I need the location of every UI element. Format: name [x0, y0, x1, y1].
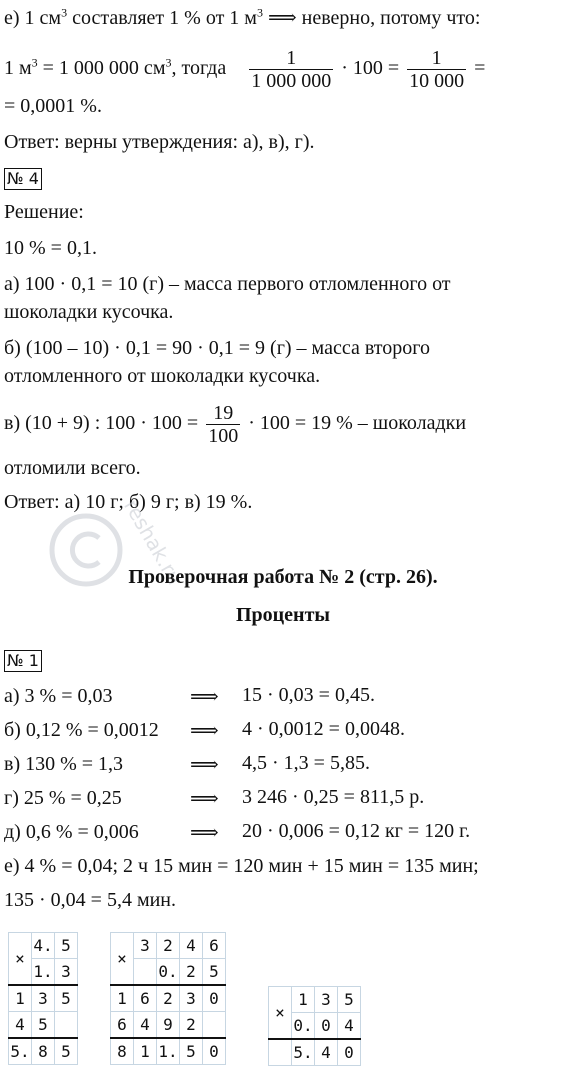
answer-task4: Ответ: а) 10 г; б) 9 г; в) 19 %. — [4, 491, 253, 513]
calc-cell: 2 — [157, 933, 180, 959]
fraction-2: $\frac{1}{10 000}$ — [409, 46, 465, 92]
calc-cell: 9 — [157, 1012, 180, 1039]
watermark-text: reshak.ru — [119, 495, 188, 589]
calc-row — [111, 933, 226, 959]
fraction-1: $\frac{1}{1 000 000}$ — [251, 46, 332, 92]
calc-cell: 1 — [134, 1038, 157, 1065]
task1-row-c-left: в) 130 % = 1,3 — [4, 753, 124, 775]
calc-row — [9, 1038, 78, 1065]
calc-cell: 6 — [111, 1012, 134, 1039]
calc-cell: 4 — [338, 1013, 361, 1040]
calc-cell: 4 — [180, 933, 203, 959]
calc-cell: 3 — [55, 959, 78, 986]
answer-top: Ответ: верны утверждения: а), в), г). — [4, 131, 315, 153]
calc-cell: 5 — [180, 1038, 203, 1065]
calc-row — [111, 985, 226, 1012]
times-sign: × — [269, 987, 292, 1040]
task1-row-b-left: б) 0,12 % = 0,0012 — [4, 719, 159, 741]
task4-a-2: шоколадки кусочка. — [4, 301, 174, 323]
column-multiplication-2 — [110, 932, 226, 1065]
calc-cell — [203, 1012, 226, 1039]
task4-line-1: 10 % = 0,1. — [4, 237, 97, 259]
calc-cell — [134, 959, 157, 986]
implies-arrow-c: ⟹ — [190, 754, 219, 776]
line-e-1: е) 1 $см^3$ составляет 1 % от 1 $м^3$ ⟹ неверно, потому что: — [4, 5, 481, 29]
calc-cell: 3 — [32, 985, 55, 1012]
calc-cell: 8 — [111, 1038, 134, 1065]
page-title: Проверочная работа № 2 (стр. 26). — [128, 566, 438, 588]
calc-cell — [269, 1039, 292, 1066]
task1-e-line-1: е) 4 % = 0,04; 2 ч 15 мин = 120 мин + 15 мин = 135 мин; — [4, 855, 479, 877]
calc-cell: 5. — [9, 1038, 32, 1065]
task1-row-a-right: 15 · 0,03 = 0,45. — [242, 684, 375, 706]
task1-row-d-left: г) 25 % = 0,25 — [4, 787, 122, 809]
task-badge-4: № 4 — [4, 168, 42, 190]
implies-arrow-d: ⟹ — [190, 788, 219, 810]
calc-cell: 5. — [292, 1039, 315, 1066]
task-badge-1: № 1 — [4, 650, 42, 672]
calc-cell: 5 — [338, 987, 361, 1013]
calc-row — [9, 985, 78, 1012]
calc-cell: 4 — [134, 1012, 157, 1039]
calc-cell: 8 — [32, 1038, 55, 1065]
calc-cell: 4 — [9, 1012, 32, 1039]
implies-arrow-a: ⟹ — [190, 686, 219, 708]
calc-cell: 2 — [180, 1012, 203, 1039]
implies-arrow-e: ⟹ — [190, 822, 219, 844]
calc-cell: 5 — [55, 985, 78, 1012]
task4-c-2: отломили всего. — [4, 457, 141, 479]
task1-row-b-right: 4 · 0,0012 = 0,0048. — [242, 718, 405, 740]
calc-cell: 3 — [134, 933, 157, 959]
page-subtitle: Проценты — [235, 604, 331, 626]
solution-label: Решение: — [4, 201, 84, 223]
calc-row — [111, 1012, 226, 1039]
calc-cell: 4. — [32, 933, 55, 959]
calc-cell: 6 — [134, 985, 157, 1012]
calc-cell: 1. — [32, 959, 55, 986]
task4-a-1: а) 100 · 0,1 = 10 (г) – масса первого отломленного от — [4, 273, 451, 295]
calc-row — [111, 1038, 226, 1065]
times-sign: × — [111, 933, 134, 986]
calc-cell: 5 — [55, 1038, 78, 1065]
calc-cell: 3 — [180, 985, 203, 1012]
task1-row-e-right: 20 · 0,006 = 0,12 кг = 120 г. — [242, 820, 471, 842]
calc-cell: 0 — [203, 985, 226, 1012]
implies-arrow-b: ⟹ — [190, 720, 219, 742]
task1-row-e-left: д) 0,6 % = 0,006 — [4, 821, 139, 843]
calc-row — [269, 987, 361, 1013]
calc-cell: 2 — [157, 985, 180, 1012]
calc-cell: 1 — [111, 985, 134, 1012]
calc-cell: 5 — [32, 1012, 55, 1039]
task4-b-2: отломленного от шоколадки кусочка. — [4, 365, 321, 387]
task4-c-1: в) (10 + 9) : 100 · 100 = $\frac{19}{100}$ · 100 = 19 % – шоколадки — [4, 401, 467, 447]
calc-cell: 1 — [9, 985, 32, 1012]
calc-cell: 0 — [203, 1038, 226, 1065]
task1-row-a-left: а) 3 % = 0,03 — [4, 685, 113, 707]
calc-cell: 2 — [180, 959, 203, 986]
fraction-19-100: $\frac{19}{100}$ — [208, 401, 239, 447]
line-e-3: = 0,0001 %. — [4, 95, 102, 117]
calc-cell: 1 — [292, 987, 315, 1013]
calc-row — [9, 1012, 78, 1039]
calc-cell: 1. — [157, 1038, 180, 1065]
calc-cell: 4 — [315, 1039, 338, 1066]
column-multiplication-1 — [8, 932, 78, 1065]
column-multiplication-3 — [268, 986, 361, 1066]
calc-cell: 0 — [338, 1039, 361, 1066]
calc-cell: 5 — [55, 933, 78, 959]
calc-cell: 0 — [315, 1013, 338, 1040]
calc-cell: 5 — [203, 959, 226, 986]
times-sign: × — [9, 933, 32, 986]
task4-b-1: б) (100 – 10) · 0,1 = 90 · 0,1 = 9 (г) – масса второго — [4, 337, 430, 359]
calc-row — [269, 1039, 361, 1066]
calc-row — [9, 933, 78, 959]
calc-cell: 0. — [292, 1013, 315, 1040]
calc-cell — [55, 1012, 78, 1039]
calc-cell: 6 — [203, 933, 226, 959]
task1-row-c-right: 4,5 · 1,3 = 5,85. — [242, 752, 370, 774]
line-e-2: 1 $м^3 = 1$ 000 000 $см^3$, тогда $\frac{1}{1 000 000}$ · 100 = $\frac{1}{10 000}$ = — [4, 46, 486, 92]
calc-cell: 0. — [157, 959, 180, 986]
calc-cell: 3 — [315, 987, 338, 1013]
task1-e-line-2: 135 · 0,04 = 5,4 мин. — [4, 889, 177, 911]
task1-row-d-right: 3 246 · 0,25 = 811,5 р. — [242, 786, 425, 808]
